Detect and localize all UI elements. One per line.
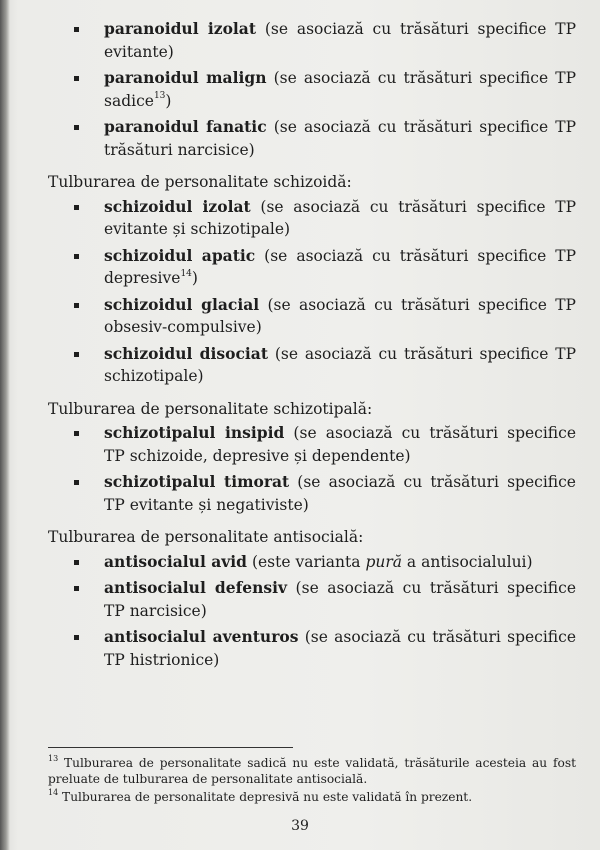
list-item — [48, 422, 576, 467]
square-bullet-icon — [74, 431, 79, 436]
footnote-separator — [48, 747, 293, 748]
list-item — [48, 67, 576, 112]
item-description: (se asociază cu trăsături specifice TP histrionice) — [104, 628, 577, 669]
square-bullet-icon — [74, 480, 79, 485]
footnote-reference: 14 — [180, 268, 192, 279]
item-term: schizoidul izolat — [104, 196, 251, 216]
square-bullet-icon — [74, 27, 79, 32]
item-description: (se asociază cu trăsături specifice TP depresive — [104, 246, 576, 287]
item-description: (se asociază cu trăsături specifice TP evitante și schizotipale) — [104, 197, 576, 238]
item-description: (se asociază cu trăsături specifice TP schizotipale) — [104, 344, 577, 385]
square-bullet-icon — [74, 586, 79, 591]
list-item — [48, 471, 576, 516]
square-bullet-icon — [74, 560, 79, 565]
item-term: paranoidul izolat — [104, 19, 257, 38]
list-item — [48, 18, 576, 63]
item-term: schizoidul disociat — [104, 343, 268, 363]
item-term: schizotipalul insipid — [104, 423, 285, 442]
item-description: (se asociază cu trăsături specifice TP trăsături narcisice) — [104, 118, 576, 159]
item-closing: ) — [165, 91, 172, 110]
footnote-text: Tulburarea de personalitate depresivă nu este validată în prezent. — [58, 790, 473, 804]
item-term: paranoidul fanatic — [104, 117, 267, 136]
square-bullet-icon — [74, 76, 79, 81]
section-heading: Tulburarea de personalitate schizoidă: — [48, 173, 352, 191]
list-item — [48, 577, 576, 622]
item-description: (se asociază cu trăsături specifice TP obsesiv-compulsive) — [104, 295, 576, 336]
item-closing: ) — [191, 269, 198, 287]
item-description-end: a antisocialului) — [402, 552, 533, 571]
bullet-list — [48, 551, 576, 672]
list-item — [48, 245, 576, 290]
book-spine-shadow — [0, 0, 10, 850]
item-term: schizoidul glacial — [104, 294, 260, 314]
list-item — [48, 343, 576, 388]
square-bullet-icon — [74, 635, 79, 640]
item-term: schizoidul apatic — [104, 245, 256, 265]
item-term: antisocialul defensiv — [104, 578, 287, 597]
list-item — [48, 196, 576, 241]
section-heading: Tulburarea de personalitate antisocială: — [48, 528, 364, 546]
item-description: (se asociază cu trăsături specifice TP schizoide, depresive și dependente) — [104, 424, 576, 465]
footnote-text: Tulburarea de personalitate sadică nu este validată, trăsăturile acesteia au fost preluate de tulburarea de personalitate antisocială. — [48, 756, 576, 786]
list-item — [48, 294, 576, 339]
item-term: schizotipalul timorat — [104, 472, 290, 491]
list-item — [48, 626, 576, 671]
item-term: antisocialul aventuros — [104, 627, 299, 646]
square-bullet-icon — [74, 303, 79, 308]
bullet-list — [48, 18, 576, 161]
bullet-list — [48, 196, 576, 388]
list-item — [48, 116, 576, 161]
item-emphasis: pură — [365, 552, 402, 571]
footnote-reference: 13 — [153, 91, 166, 102]
page-number: 39 — [291, 818, 309, 834]
item-term: paranoidul malign — [104, 68, 267, 87]
square-bullet-icon — [74, 205, 79, 210]
square-bullet-icon — [74, 254, 79, 259]
section-heading: Tulburarea de personalitate schizotipală: — [48, 399, 373, 418]
square-bullet-icon — [74, 352, 79, 357]
item-term: antisocialul avid — [104, 551, 248, 571]
footnote-number: 13 — [48, 753, 59, 763]
footnotes — [48, 755, 576, 807]
footnote-number: 14 — [48, 787, 59, 797]
footnote — [48, 755, 576, 787]
page-body — [48, 18, 576, 675]
item-description: (se asociază cu trăsături specifice TP evitante) — [104, 20, 576, 61]
square-bullet-icon — [74, 125, 79, 130]
item-description: (se asociază cu trăsături specifice TP sadice — [104, 69, 577, 110]
item-description: (se asociază cu trăsături specifice TP evitante și negativiste) — [104, 473, 576, 514]
list-item — [48, 551, 576, 574]
bullet-list — [48, 422, 576, 516]
item-description: (este varianta — [247, 552, 366, 571]
footnote — [48, 789, 576, 805]
item-description: (se asociază cu trăsături specifice TP narcisice) — [104, 579, 576, 620]
